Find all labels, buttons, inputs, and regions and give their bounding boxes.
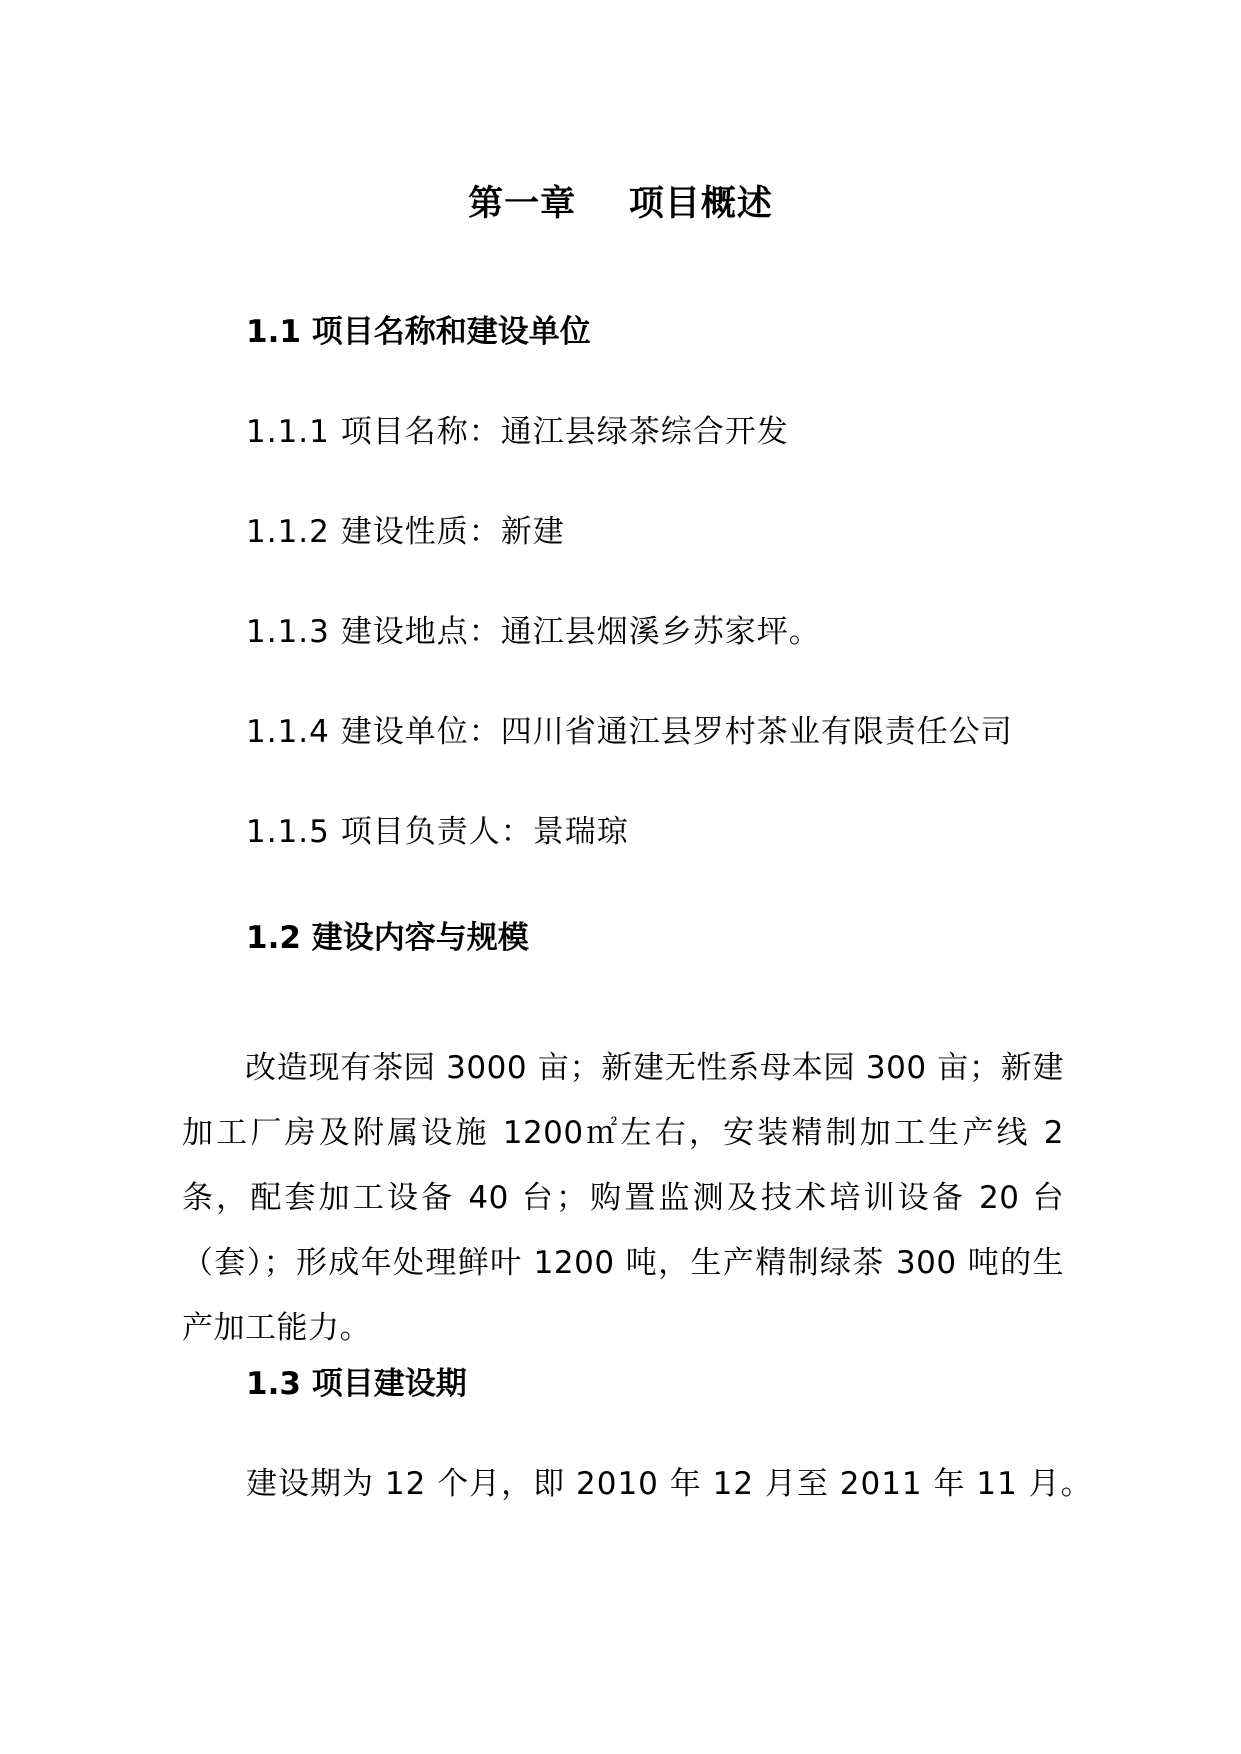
chapter-title: 第一章 项目概述 (468, 184, 773, 224)
item-construction-nature: 1.1.2 建设性质：新建 (246, 514, 565, 550)
item-project-name: 1.1.1 项目名称：通江县绿茶综合开发 (246, 414, 789, 450)
construction-period-text: 建设期为 12 个月，即 2010 年 12 月至 2011 年 11 月。 (246, 1466, 1093, 1502)
item-construction-unit: 1.1.4 建设单位：四川省通江县罗村茶业有限责任公司 (246, 714, 1013, 750)
section-heading-1-3: 1.3 项目建设期 (246, 1366, 467, 1402)
item-project-leader: 1.1.5 项目负责人：景瑞琼 (246, 814, 629, 850)
section-heading-1-1: 1.1 项目名称和建设单位 (246, 314, 591, 350)
construction-scale-paragraph: 改造现有茶园 3000 亩；新建无性系母本园 300 亩；新建加工厂房及附属设施 1200㎡左右，安装精制加工生产线 2 条，配套加工设备 40 台；购置监测及技术培训设备 20 台（套）；形成年处理鲜叶 1200 吨，生产精制绿茶 300 吨的生产加工能力。 (182, 1050, 1064, 1346)
section-heading-1-2: 1.2 建设内容与规模 (246, 920, 529, 956)
item-construction-location: 1.1.3 建设地点：通江县烟溪乡苏家坪。 (246, 614, 821, 650)
